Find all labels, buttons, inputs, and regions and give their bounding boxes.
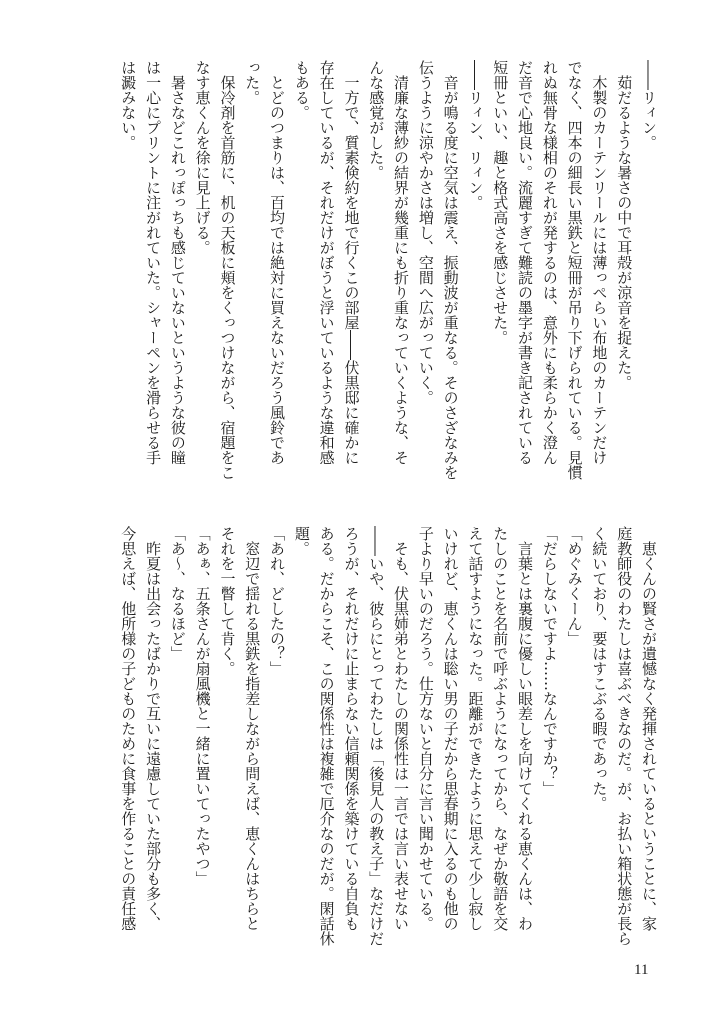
text-column: ある。だからこそ、この関係性は複雑で厄介なのだが。閑話休 [317, 526, 336, 946]
text-column: 茹だるような暑さの中で耳殻が涼音を捉えた。 [615, 60, 634, 390]
text-column: 題。 [292, 526, 311, 556]
text-column: 「めぐみくーん」 [565, 526, 584, 646]
text-column: 窓辺で揺れる黒鉄を指差しながら問えば、恵くんはちらと [243, 526, 262, 931]
text-column: れぬ無骨な様相のそれが発するのは、意外にも柔らかく澄ん [540, 60, 559, 465]
text-column: ――リィン、リィン。 [466, 60, 485, 210]
text-column: 暑さなどこれっぽっちも感じていないというような彼の瞳 [168, 60, 187, 465]
text-column: いけれど、恵くんは聡い男の子だから思春期に入るのも他の [441, 526, 460, 931]
text-column: とどのつまりは、百均では絶対に買えないだろう風鈴であ [268, 60, 287, 465]
text-column: 今思えば、他所様の子どものために食事を作ることの責任感 [119, 526, 138, 931]
text-column: は澱みない。 [119, 60, 138, 150]
lower-text-block [115, 526, 661, 952]
text-column: 「だらしないですよ……なんですか？」 [540, 526, 559, 796]
upper-text-block [115, 60, 661, 486]
text-column: 一方で、質素倹約を地で行くこの部屋――伏黒邸に確かに [342, 60, 361, 465]
text-column: く続いており、要はすこぶる暇であった。 [590, 526, 609, 811]
text-column: でなく、四本の細長い黒鉄と短冊が吊り下げられている。見慣 [565, 60, 584, 480]
text-column: 「あ～、なるほど」 [168, 526, 187, 661]
text-column: そも、伏黒姉弟とわたしの関係性は一言では言い表せない [392, 526, 411, 931]
text-column: 子より早いのだろう。仕方ないと自分に言い聞かせている。 [416, 526, 435, 931]
text-column: なす恵くんを徐に見上げる。 [193, 60, 212, 255]
text-column: えて話すようになった。距離ができたように思えて少し寂し [466, 526, 485, 931]
text-column: 保冷剤を首筋に、机の天板に頬をくっつけながら、宿題をこ [218, 60, 237, 480]
text-column: んな感覚がした。 [367, 60, 386, 180]
text-column: 短冊といい、趣と格式高さを感じさせた。 [491, 60, 510, 345]
text-column: 庭教師役のわたしは喜ぶべきなのだ。が、お払い箱状態が長ら [615, 526, 634, 946]
text-column: ろうが、それだけに止まらない信頼関係を築けている自負も [342, 526, 361, 931]
text-column: それを一瞥して肯く。 [218, 526, 237, 676]
text-column: った。 [243, 60, 262, 105]
text-column: だ音で心地良い。流麗すぎて難読の墨字が書き記されている [516, 60, 535, 465]
text-column: 清廉な薄紗の結界が幾重にも折り重なっていくような、そ [392, 60, 411, 465]
text-column: ――リィン。 [640, 60, 658, 150]
text-column: 音が鳴る度に空気は震え、振動波が重なる。そのさざなみを [441, 60, 460, 480]
text-column: もある。 [292, 60, 311, 120]
text-column: 「あぁ、五条さんが扇風機と一緒に置いてったやつ」 [193, 526, 212, 886]
text-column: ――いや、彼らにとってわたしは「後見人の教え子」なだけだ [367, 526, 386, 946]
text-column: 言葉とは裏腹に優しい眼差しを向けてくれる恵くんは、わ [516, 526, 535, 931]
text-column: 存在しているが、それだけがぼうと浮いているような違和感 [317, 60, 336, 465]
text-column: 伝うように涼やかさは増し、空間へ広がっていく。 [416, 60, 435, 405]
text-column: 昨夏は出会ったばかりで互いに遠慮していた部分も多く、 [144, 526, 163, 931]
text-column: 木製のカーテンリールには薄っぺらい布地のカーテンだけ [590, 60, 609, 465]
page-number: 11 [634, 962, 649, 978]
text-column: は一心にプリントに注がれていた。シャーペンを滑らせる手 [144, 60, 163, 465]
text-column: たしのことを名前で呼ぶようになってから、なぜか敬語を交 [491, 526, 510, 931]
text-column: 恵くんの賢さが遺憾なく発揮されているということに、家 [640, 526, 658, 931]
text-column: 「あれ、どしたの？」 [268, 526, 287, 676]
